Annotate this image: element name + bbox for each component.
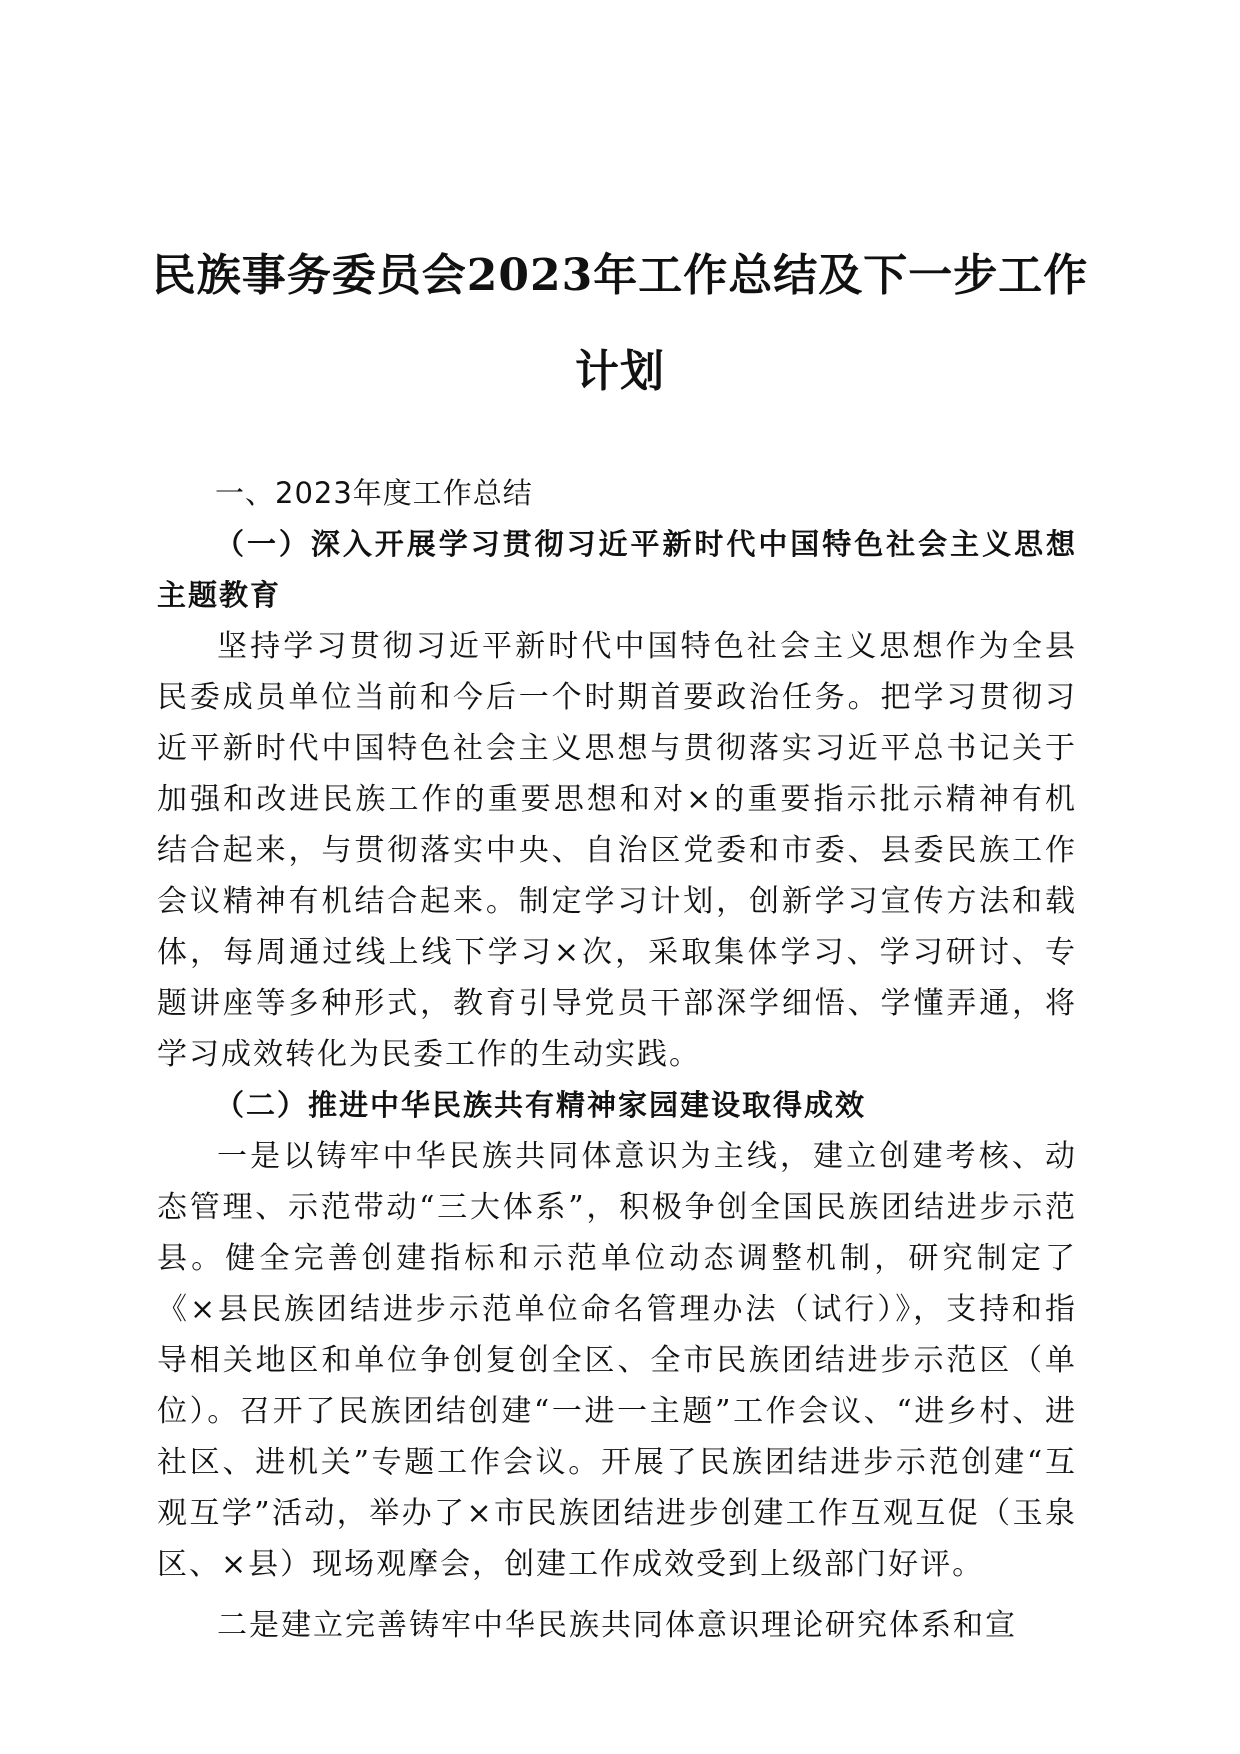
section-heading-1: 一、2023年度工作总结 (215, 476, 533, 510)
paragraph-1: 坚持学习贯彻习近平新时代中国特色社会主义思想作为全县民委成员单位当前和今后一个时期首要政治任务。把学习贯彻习近平新时代中国特色社会主义思想与贯彻落实习近平总书记关于加强和改进民族工作的重要思想和对×的重要指示批示精神有机结合起来，与贯彻落实中央、自治区党委和市委、县委民族工作会议精神有机结合起来。制定学习计划，创新学习宣传方法和载体，每周通过线上线下学习×次，采取集体学习、学习研讨、专题讲座等多种形式，教育引导党员干部深学细悟、学懂弄通，将学习成效转化为民委工作的生动实践。 (157, 629, 1077, 1072)
paragraph-2: 一是以铸牢中华民族共同体意识为主线，建立创建考核、动态管理、示范带动“三大体系”，积极争创全国民族团结进步示范县。健全完善创建指标和示范单位动态调整机制，研究制定了《×县民族团结进步示范单位命名管理办法（试行）》，支持和指导相关地区和单位争创复创全区、全市民族团结进步示范区（单位）。召开了民族团结创建“一进一主题”工作会议、“进乡村、进社区、进机关”专题工作会议。开展了民族团结进步示范创建“互观互学”活动，举办了×市民族团结进步创建工作互观互促（玉泉区、×县）现场观摩会，创建工作成效受到上级部门好评。 (157, 1139, 1077, 1582)
paragraph-3: 二是建立完善铸牢中华民族共同体意识理论研究体系和宣 (217, 1608, 1017, 1643)
document-title: 民族事务委员会2023年工作总结及下一步工作计划 (151, 250, 1089, 397)
subsection-heading-1: （一）深入开展学习贯彻习近平新时代中国特色社会主义思想主题教育 (157, 527, 1077, 612)
subsection-heading-2: （二）推进中华民族共有精神家园建设取得成效 (215, 1088, 867, 1122)
document-body (157, 468, 1077, 1651)
